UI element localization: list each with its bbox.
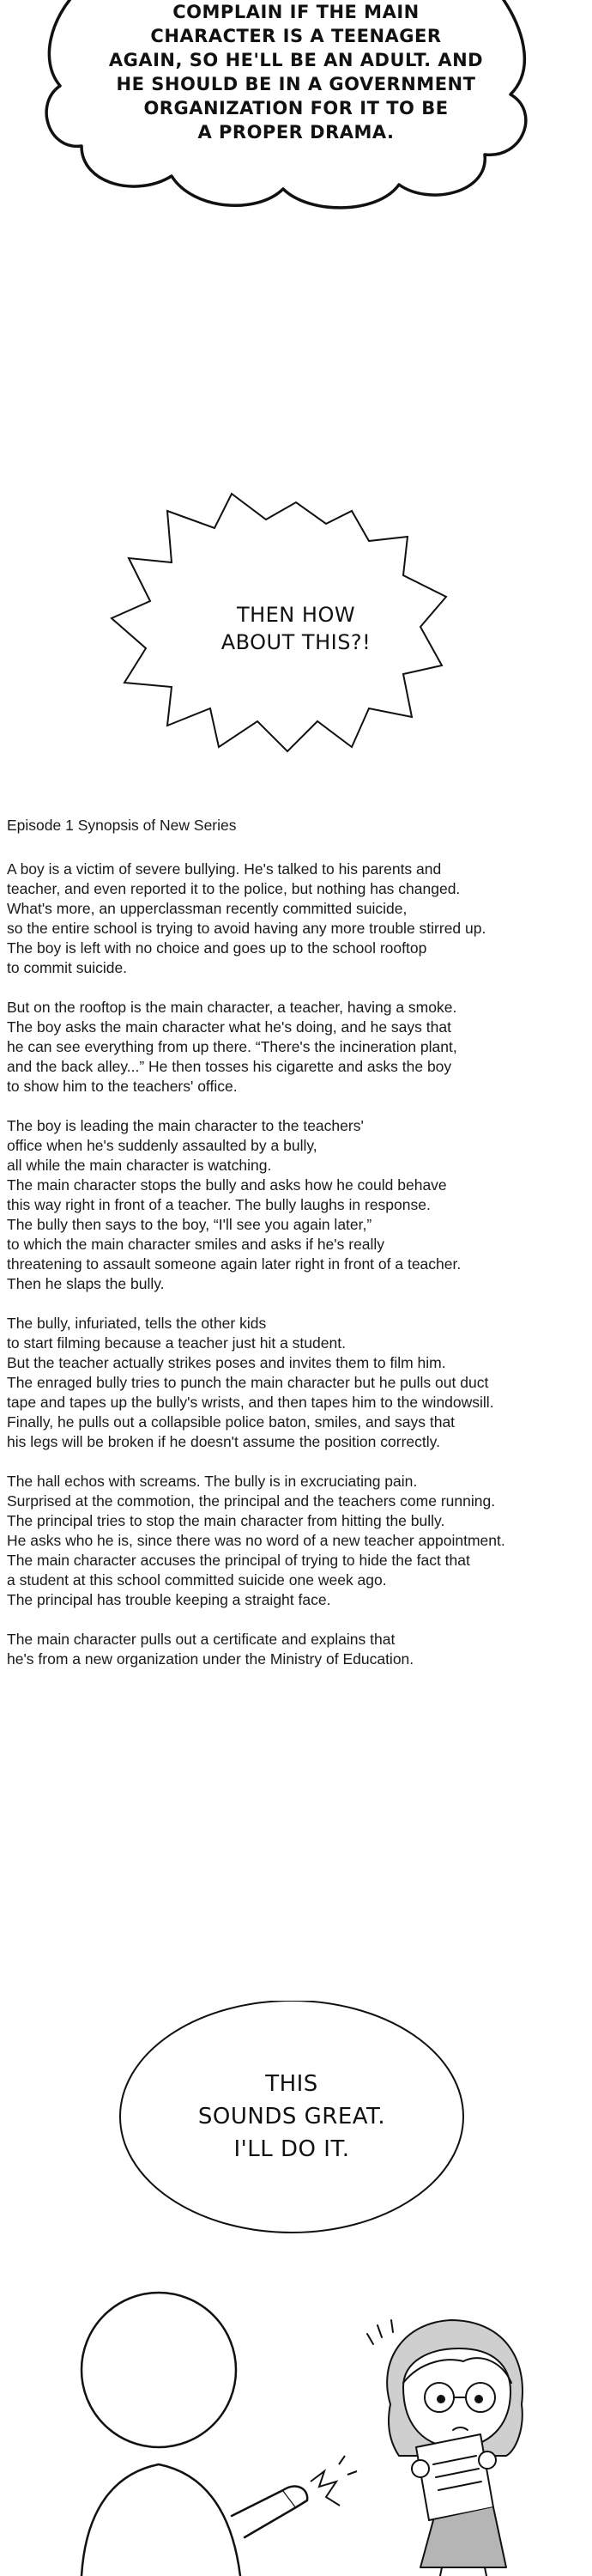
text-line: threatening to assault someone again later right in front of a teacher. (7, 1255, 462, 1273)
text-line: He asks who he is, since there was no word of a new teacher appointment. (7, 1532, 505, 1549)
bubble-line: HE SHOULD BE IN A GOVERNMENT (116, 74, 476, 94)
text-line: The enraged bully tries to punch the main character but he pulls out duct (7, 1374, 489, 1391)
impact-mark-icon (311, 2456, 357, 2506)
text-line: The bully, infuriated, tells the other kids (7, 1315, 267, 1332)
panel-cloud-bubble (0, 0, 592, 240)
spiky-bubble-text (167, 601, 425, 656)
text-line: The principal has trouble keeping a straight face. (7, 1591, 331, 1608)
text-line: The main character stops the bully and asks how he could behave (7, 1176, 447, 1194)
faceless-character-figure (82, 2293, 307, 2576)
panel-spiky-bubble (0, 489, 592, 773)
text-line: so the entire school is trying to avoid having any more trouble stirred up. (7, 920, 486, 937)
cloud-bubble-text (82, 0, 510, 144)
text-line: The main character accuses the principal of trying to hide the fact that (7, 1552, 470, 1569)
bubble-line: ABOUT THIS?! (220, 630, 372, 654)
bubble-line: ORGANIZATION FOR IT TO BE (143, 98, 449, 118)
bubble-line: THIS (265, 2071, 318, 2097)
text-line: The bully then says to the boy, “I'll see you again later,” (7, 1216, 372, 1233)
text-line: and the back alley...” He then tosses his cigarette and asks the boy (7, 1058, 452, 1075)
synopsis-heading: Episode 1 Synopsis of New Series (7, 817, 237, 834)
bubble-line: COMPLAIN IF THE MAIN (172, 2, 420, 22)
text-line: a student at this school committed suicide one week ago. (7, 1571, 387, 1589)
chibi-girl-character (367, 2320, 523, 2576)
text-line: The boy is leading the main character to the teachers' (7, 1117, 364, 1134)
text-line: The main character pulls out a certificate and explains that (7, 1631, 396, 1648)
bubble-line: AGAIN, SO HE'LL BE AN ADULT. AND (108, 50, 484, 70)
text-line: What's more, an upperclassman recently committed suicide, (7, 900, 408, 917)
text-line: But on the rooftop is the main character, a teacher, having a smoke. (7, 999, 457, 1016)
text-line: Finally, he pulls out a collapsible police baton, smiles, and says that (7, 1413, 456, 1431)
bubble-line: THEN HOW (236, 603, 356, 627)
text-line: to start filming because a teacher just hit a student. (7, 1334, 346, 1352)
text-line: to which the main character smiles and asks if he's really (7, 1236, 385, 1253)
text-line: The boy is left with no choice and goes up to the school rooftop (7, 939, 427, 957)
text-line: Then he slaps the bully. (7, 1275, 165, 1292)
text-line: all while the main character is watching. (7, 1157, 272, 1174)
text-line: But the teacher actually strikes poses and invites them to film him. (7, 1354, 446, 1371)
bubble-line: I'LL DO IT. (233, 2136, 350, 2162)
synopsis-text (7, 816, 585, 1689)
text-line: to commit suicide. (7, 959, 128, 976)
bubble-line: A PROPER DRAMA. (197, 122, 395, 143)
text-line: this way right in front of a teacher. The bully laughs in response. (7, 1196, 431, 1213)
text-line: tape and tapes up the bully's wrists, and then tapes him to the windowsill. (7, 1394, 494, 1411)
text-line: office when he's suddenly assaulted by a bully, (7, 1137, 317, 1154)
text-line: teacher, and even reported it to the police, but nothing has changed. (7, 880, 461, 897)
text-line: A boy is a victim of severe bullying. He's talked to his parents and (7, 860, 442, 878)
text-line: he's from a new organization under the Ministry of Education. (7, 1650, 414, 1668)
bubble-line: SOUNDS GREAT. (197, 2104, 386, 2129)
text-line: his legs will be broken if he doesn't assume the position correctly. (7, 1433, 440, 1450)
bubble-line: CHARACTER IS A TEENAGER (150, 26, 442, 46)
panel-final-scene (0, 2001, 592, 2576)
oval-bubble-text (163, 2068, 420, 2166)
text-line: The boy asks the main character what he's doing, and he says that (7, 1018, 451, 1036)
text-line: he can see everything from up there. “There's the incineration plant, (7, 1038, 457, 1055)
text-line: The principal tries to stop the main character from hitting the bully. (7, 1512, 445, 1529)
text-line: Surprised at the commotion, the principal and the teachers come running. (7, 1492, 496, 1510)
text-line: The hall echos with screams. The bully is in excruciating pain. (7, 1473, 418, 1490)
text-line: to show him to the teachers' office. (7, 1078, 238, 1095)
